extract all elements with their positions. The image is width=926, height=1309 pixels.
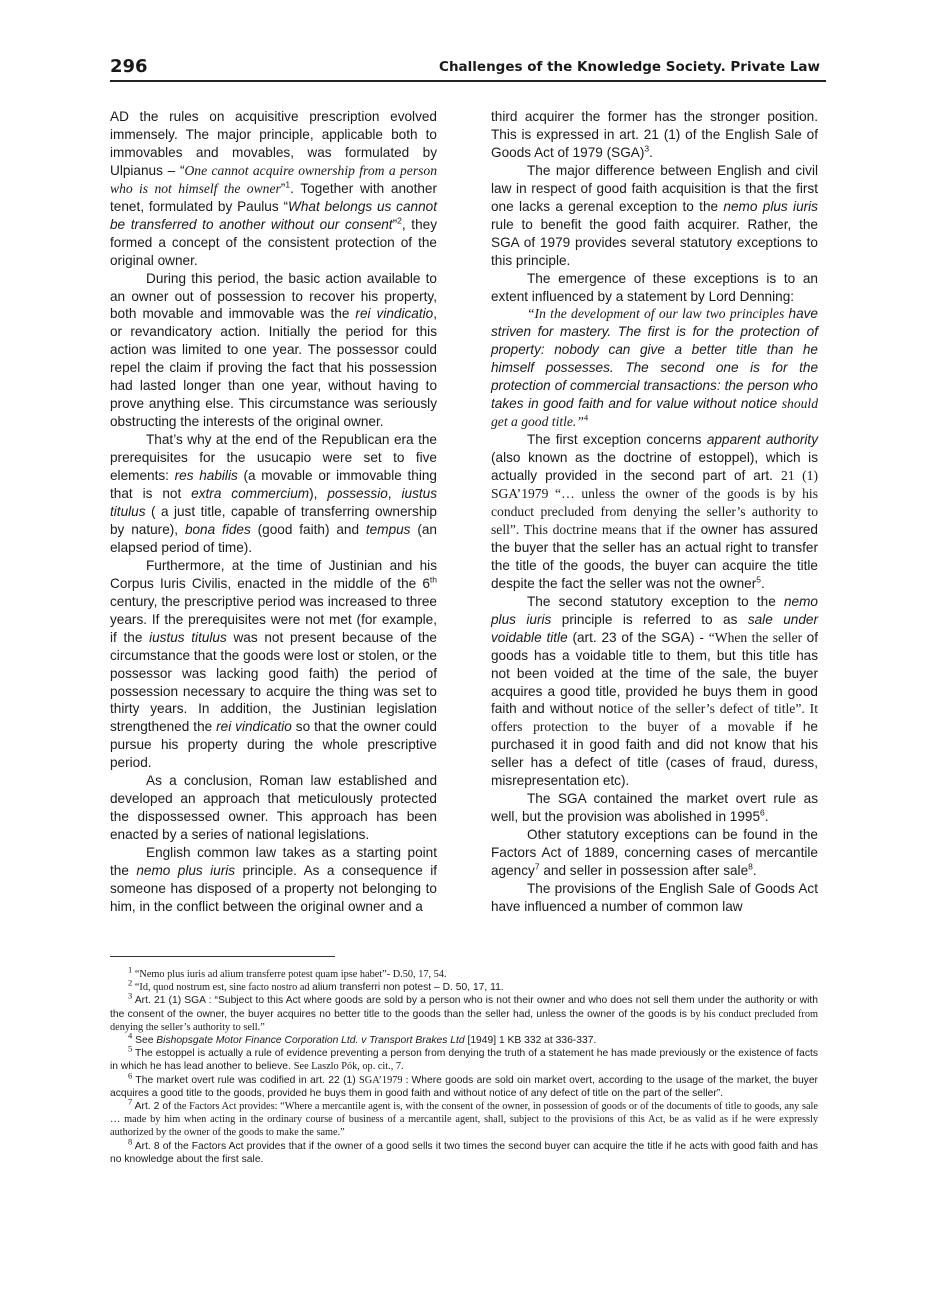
right-column — [491, 108, 818, 916]
running-title: Challenges of the Knowledge Society. Private Law — [439, 59, 820, 75]
footnote-ref: 8 — [748, 861, 753, 872]
footnote: $^1$ “Nemo plus iuris ad alium transferre potest quam ipse habet”- D.50, 17, 54. — [128, 964, 447, 980]
paragraph: As a conclusion, Roman law established and developed an approach that meticulously protected the dispossessed owner. This approach has been enacted by a series of national legislations. — [110, 773, 437, 843]
footnote-ref: 7 — [534, 861, 540, 872]
paragraph: During this period, the basic action available to an owner out of possession to recover his property, both movable and immovable was the rei vindicatio, or revandicatory action. Initially the period for this action was limited to one year. The possessor could repel the claim if proving the fact that his possession had lasted longer than one year, without having to prove anything else. This circumstance was seriously obstructing the interests of the original owner. — [110, 270, 437, 430]
footnotes — [110, 964, 818, 1166]
footnote: $^3$ Art. 21 (1) SGA : “Subject to this Act where goods are sold by a person who is not their owner and who does not sell them under the authority or with the consent of the owner, the buyer acquires no better title to the goods than the seller had, unless the owner of the goods is by his conduct precluded from denying the seller’s authority to sell.” — [110, 990, 818, 1033]
footnote: $^2$ “Id, quod nostrum est, sine facto nostro ad alium transferri non potest – D. 50, 17, 11. — [128, 977, 504, 994]
paragraph: The provisions of the English Sale of Goods Act have influenced a number of common law — [491, 880, 818, 914]
paragraph: AD the rules on acquisitive prescription evolved immensely. The major principle, applicable both to immovables and movables, was formulated by Ulpianus – “One cannot acquire ownership from a person who is not himself the owner”$^1$. Together with another tenet, formulated by Paulus “What belongs us cannot be transferred to another without our consent”$^2$, they formed a concept of the consistent protection of the original owner. — [110, 109, 438, 268]
left-column — [110, 108, 437, 916]
footnote-divider — [110, 956, 335, 957]
paragraph: That’s why at the end of the Republican era the prerequisites for the usucapio were set to five elements: res habilis (a movable or immovable thing that is not extra commercium), possessio, iustus titulus ( a just title, capable of transferring ownership by nature), bona fides (good faith) and tempus (an elapsed period of time). — [110, 432, 437, 555]
footnote: $^7$ Art. 2 of the Factors Act provides: “Where a mercantile agent is, with the consent of the owner, in possession of goods or of the documents of title to goods, any sale … made by him when acting in the ordinary course of business of a mercantile agent, shall, subject to the provisions of this Act, be as valid as if he were expressly authorized by the owner of the goods to make the same.” — [110, 1096, 818, 1139]
footnote: $^5$ The estoppel is actually a rule of evidence preventing a person from denying the truth of a statement he has made previously or the existence of facts in which he has lead another to believe. See Laszlo Pók, op. cit., 7. — [110, 1043, 818, 1073]
footnote: $^4$ See Bishopsgate Motor Finance Corporation Ltd. v Transport Brakes Ltd [1949] 1 KB 332 at 336-337. — [128, 1030, 597, 1047]
paragraph: The first exception concerns apparent authority (also known as the doctrine of estoppel), which is actually provided in the second part of art. 21 (1) SGA’1979 “… unless the owner of the goods is by his conduct precluded from denying the seller’s authority to sell”. This doctrine means that if the owner has assured the buyer that the seller has an actual right to transfer the title of the goods, the buyer can acquire the title despite the fact the seller was not the owner$^5$. — [491, 432, 819, 591]
paragraph: The SGA contained the market overt rule as well, but the provision was abolished in 1995$^6$. — [491, 791, 818, 825]
footnote-ref: 2 — [397, 215, 402, 226]
footnote-ref: 4 — [583, 412, 589, 423]
footnote-ref: 6 — [760, 807, 765, 818]
footnote: $^8$ Art. 8 of the Factors Act provides that if the owner of a good sells it two times the second buyer can acquire the title if he acts with good faith and has no knowledge about the first sale. — [110, 1136, 818, 1165]
page-header — [110, 56, 826, 82]
footnote-ref: 1 — [285, 179, 291, 190]
footnote-ref: 5 — [756, 574, 761, 585]
paragraph: Furthermore, at the time of Justinian and his Corpus Iuris Civilis, enacted in the middle of the 6th century, the prescriptive period was increased to three years. If the prerequisites were not met (for example, if the iustus titulus was not present because of the circumstance that the goods were lost or stolen, or the possessor was lacking good faith) the period of possession necessary to acquire the thing was set to thirty years. In addition, the Justinian legislation strengthened the rei vindicatio so that the owner could pursue his property during the whole prescriptive period. — [110, 557, 437, 771]
paragraph: Other statutory exceptions can be found in the Factors Act of 1889, concerning cases of mercantile agency$^7$ and seller in possession after sale$^8$. — [491, 827, 818, 879]
footnote-ref: 3 — [644, 143, 650, 154]
paragraph: The major difference between English and civil law in respect of good faith acquisition is that the first one lacks a gerenal exception to the nemo plus iuris rule to benefit the good faith acquirer. Rather, the SGA of 1979 provides several statutory exceptions to this principle. — [491, 162, 818, 268]
block-quote: “In the development of our law two principles have striven for mastery. The first is for the protection of property: nobody can give a better title than he himself possesses. The second one is for the protection of commercial transactions: the person who takes in good faith and for value without notice should get a good title.”$^4$ — [491, 306, 818, 430]
page-number: 296 — [110, 56, 148, 77]
paragraph: The second statutory exception to the nemo plus iuris principle is referred to as sale under voidable title (art. 23 of the SGA) - “When the seller of goods has a voidable title to them, but this title has not been voided at the time of the sale, the buyer acquires a good title, provided he buys them in good faith and without notice of the seller’s defect of title”. It offers protection to the buyer of a movable if he purchased it in good faith and did not know that his seller has a defect of title (cases of fraud, duress, misrepresentation etc). — [491, 593, 818, 789]
footnote: $^6$ The market overt rule was codified in art. 22 (1) SGA’1979 : Where goods are sold oin market overt, according to the usage of the market, the buyer acquires a good title to the goods, provided he buys them in good faith and without notice of any defect of title on the part of the seller”. — [110, 1070, 818, 1099]
paragraph: English common law takes as a starting point the nemo plus iuris principle. As a consequence if someone has disposed of a property not belonging to him, in the conflict between the original owner and a — [110, 845, 437, 914]
paragraph: third acquirer the former has the stronger position. This is expressed in art. 21 (1) of the English Sale of Goods Act of 1979 (SGA)$^3$. — [491, 109, 818, 160]
paragraph: The emergence of these exceptions is to an extent influenced by a statement by Lord Denning: — [491, 270, 818, 304]
